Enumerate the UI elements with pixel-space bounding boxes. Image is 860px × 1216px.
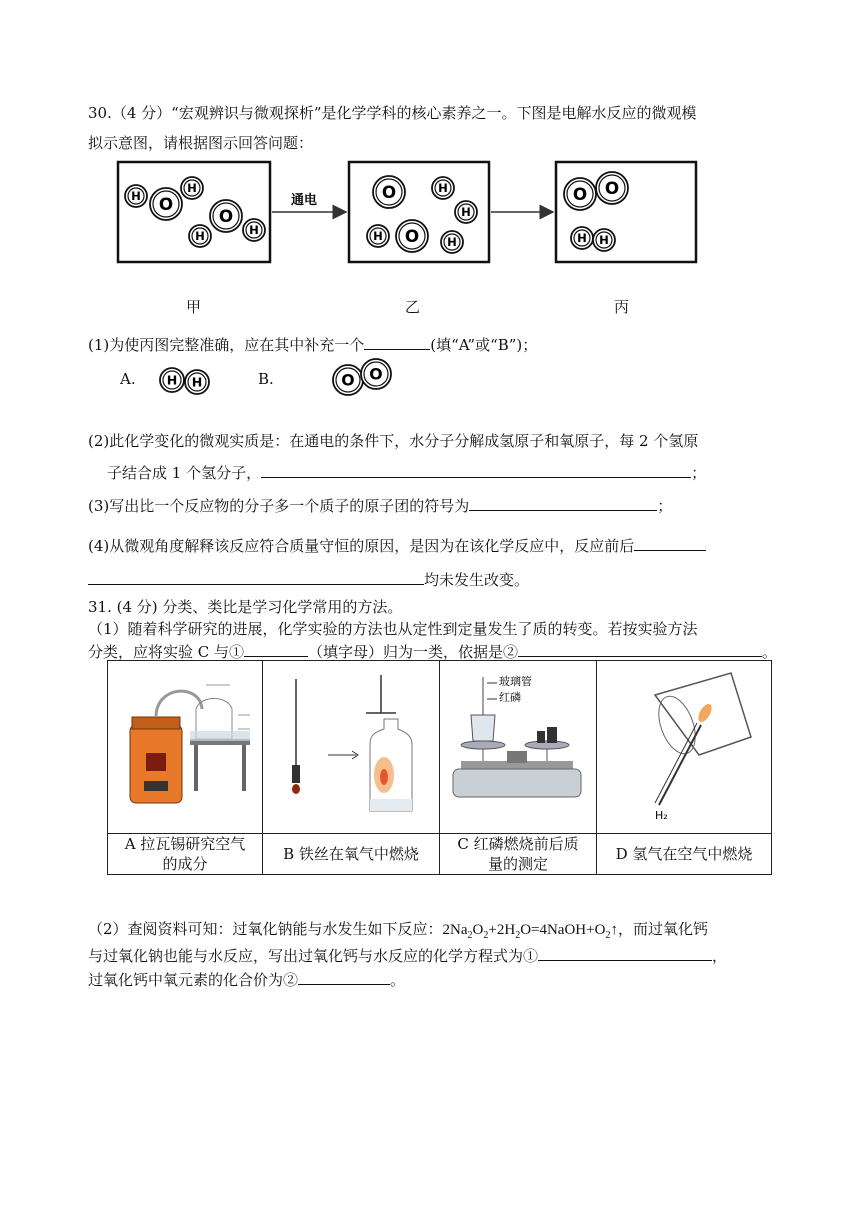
svg-text:O: O [572,184,588,205]
label-h2: H₂ [655,809,668,822]
svg-text:O: O [369,364,383,384]
svg-text:O: O [341,370,355,390]
q31-2-line1 [88,918,708,941]
experiment-c-image [440,661,597,834]
label-glass-tube: 玻璃管 [499,675,532,688]
experiment-d-image [597,661,772,834]
q31-1-text-b: （填字母）归为一类，依据是② [308,643,519,661]
q30-2-text: 子结合成 1 个氢分子， [107,464,262,482]
svg-text:O: O [381,182,397,203]
q30-3-end: ； [657,497,673,515]
q31-2-text-a: （2）查阅资料可知：过氧化钠能与水发生如下反应： [88,920,443,938]
q30-1-text-after: (填“A”或“B”)； [430,336,538,354]
h-atom-icon [441,231,463,253]
q30-2-answer-blank[interactable] [261,461,691,478]
q30-4-end: 均未发生改变。 [424,571,530,589]
h-atom-icon [432,177,454,199]
q31-1-end: 。 [762,643,778,661]
q30-4-text: (4)从微观角度解释该反应符合质量守恒的原因，是因为在该化学反应中，反应前后 [88,537,635,555]
svg-text:H: H [191,374,203,390]
svg-text:O: O [404,226,420,247]
hydrogen-burning-icon [599,665,769,825]
svg-text:H: H [461,205,471,220]
experiment-b-image [263,661,440,834]
experiments-table [107,660,772,875]
svg-text:H: H [249,223,259,238]
q30-2-line2 [107,461,706,483]
q30-4-answer-blank-2[interactable] [88,568,424,585]
q30-1-answer-blank[interactable] [364,333,430,350]
svg-text:H: H [187,181,197,196]
q31-1-text-a: 分类，应将实验 C 与① [88,643,245,661]
experiment-c-caption: C 红磷燃烧前后质 量的测定 [440,834,597,875]
q31-1-line1: （1）随着科学研究的进展，化学实验的方法也从定性到定量发生了质的转变。若按实验方法 [88,620,698,638]
q30-4-answer-blank-1[interactable] [634,534,706,551]
q31-2-line2 [88,944,727,966]
panel-label-jia: 甲 [186,298,202,316]
q30-intro-line2: 拟示意图，请根据图示回答问题： [88,134,314,152]
q31-2-line3 [88,968,405,990]
experiment-d-caption: D 氢气在空气中燃烧 [597,834,772,875]
svg-text:H: H [577,231,587,246]
svg-text:O: O [604,178,620,199]
option-b-o-atom-icon [333,365,363,395]
experiment-a-caption: A 拉瓦锡研究空气 的成分 [108,834,263,875]
q30-3-text: (3)写出比一个反应物的分子多一个质子的原子团的符号为 [88,497,470,515]
h-atom-icon [243,219,265,241]
h-atom-icon [455,201,477,223]
experiment-b-caption: B 铁丝在氧气中燃烧 [263,834,440,875]
q31-2-text-b: ，而过氧化钙 [617,920,708,938]
h-atom-icon [571,227,593,249]
h-atom-icon [593,229,615,251]
option-a-h-atom-icon [160,368,184,392]
o-atom-icon [373,176,405,208]
q31-2-answer-blank-2[interactable] [298,968,390,985]
panel-label-bing: 丙 [614,298,630,316]
q30-4-line1 [88,534,706,556]
electrolysis-diagram [0,158,860,278]
o-atom-icon [564,178,596,210]
experiment-a-image [108,661,263,834]
svg-text:O: O [158,194,174,215]
panel-label-yi: 乙 [405,298,421,316]
h-atom-icon [189,225,211,247]
o-atom-icon [396,220,428,252]
q31-2-answer-blank-1[interactable] [538,944,712,961]
svg-text:H: H [438,181,448,196]
q31-2-text-d: 过氧化钙中氧元素的化合价为② [88,971,299,989]
q31-1-answer-blank-2[interactable] [518,640,762,657]
svg-text:H: H [195,229,205,244]
option-a-label: A. [120,370,136,388]
h-atom-icon [181,177,203,199]
iron-wire-burning-icon [266,665,436,825]
options-diagram [0,355,860,405]
lavoisier-apparatus-icon [110,665,260,825]
q30-2-line1: (2)此化学变化的微观实质是：在通电的条件下，水分子分解成氢原子和氧原子，每 2 个氢原 [88,432,699,450]
q30-4-line2 [88,568,529,590]
svg-text:H: H [447,235,457,250]
q31-2-end-1: ， [712,947,728,965]
option-b-o-atom-icon [361,359,391,389]
q30-3-answer-blank[interactable] [469,494,657,511]
svg-text:H: H [131,189,141,204]
balance-phosphorus-icon [443,665,593,825]
reaction-equation: $2Na_2O_2+2H_2O=4NaOH+O_2↑$ [442,922,618,941]
q31-1-line2 [88,640,777,662]
o-atom-icon [210,200,242,232]
label-red-phosphorus: 红磷 [499,691,521,704]
option-b-label: B. [258,370,274,388]
h-atom-icon [367,225,389,247]
option-a-h-atom-icon [185,370,209,394]
svg-text:H: H [166,372,178,388]
q30-3 [88,494,672,516]
o-atom-icon [150,188,182,220]
q30-intro-line1: 30.（4 分）“宏观辨识与微观探析”是化学学科的核心素养之一。下图是电解水反应的微观模 [88,104,697,122]
o-atom-icon [596,172,628,204]
svg-text:H: H [599,233,609,248]
q31-intro: 31. (4 分) 分类、类比是学习化学常用的方法。 [88,598,403,616]
q30-2-end: ； [691,464,707,482]
q30-1-text: (1)为使丙图完整准确，应在其中补充一个 [88,336,365,354]
arrow-label: 通电 [290,193,318,208]
q31-2-end-2: 。 [390,971,406,989]
q30-1 [88,333,537,355]
svg-text:H: H [373,229,383,244]
q31-2-text-c: 与过氧化钠也能与水反应，写出过氧化钙与水反应的化学方程式为① [88,947,539,965]
svg-text:O: O [218,206,234,227]
h-atom-icon [125,185,147,207]
q31-1-answer-blank-1[interactable] [244,640,308,657]
